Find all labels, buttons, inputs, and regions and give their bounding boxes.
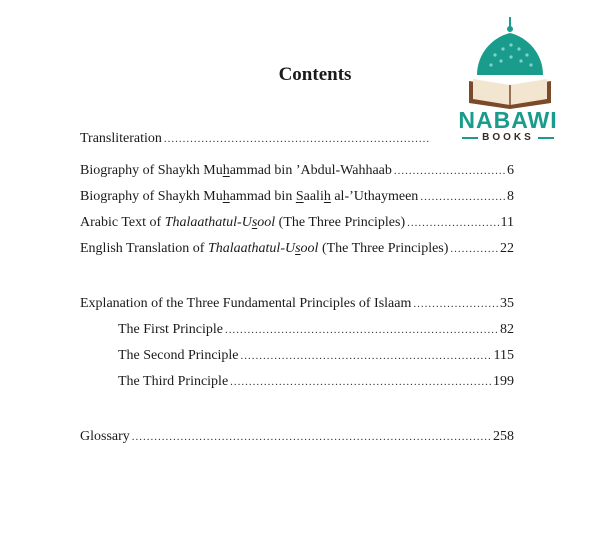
toc-entry <box>80 215 514 231</box>
toc-entry <box>118 348 514 364</box>
dot-leader <box>241 350 492 362</box>
logo-divider-left <box>462 137 478 139</box>
toc-page-number: 35 <box>500 296 514 311</box>
logo-divider-right <box>538 137 554 139</box>
toc-entry-title <box>80 163 392 179</box>
toc-entry-title-part: Arabic Text of <box>80 215 165 230</box>
toc-entry-title <box>80 241 448 257</box>
toc-entry-title-part: Thalaathatul-U <box>207 241 296 256</box>
toc-page-number: 82 <box>500 322 514 337</box>
contents-heading-wrap <box>240 64 390 86</box>
toc-entry-title-part: Explanation of the Three Fundamental Principles of Islaam <box>80 296 412 311</box>
dot-leader <box>225 324 498 336</box>
toc-entry-title-part: ool <box>300 241 319 256</box>
toc-page-number: 22 <box>500 241 514 256</box>
dot-leader <box>164 133 431 145</box>
toc-entry <box>80 241 514 257</box>
toc-page-number: 6 <box>507 163 514 178</box>
toc-entry-title-part: aali <box>303 189 324 204</box>
toc-entry-title <box>118 348 239 364</box>
dot-leader <box>230 376 491 388</box>
toc-entry-title-part: s <box>251 215 258 230</box>
toc-entry <box>80 296 514 312</box>
toc-entry <box>80 429 514 445</box>
dot-leader <box>132 431 491 443</box>
dot-leader <box>394 165 505 177</box>
toc-entry <box>118 322 514 338</box>
toc-entry-title <box>80 429 130 445</box>
toc-entry-title <box>80 131 162 147</box>
dot-leader <box>407 217 498 229</box>
toc-entry-title-part: S <box>295 189 304 204</box>
dot-leader <box>420 191 505 203</box>
logo-wordmark <box>448 108 568 143</box>
toc-entry-title-part: h <box>222 163 230 178</box>
toc-entry-title-part: Glossary <box>80 429 130 444</box>
toc-entry-title <box>80 215 405 231</box>
toc-entry-title-part: English Translation of <box>80 241 208 256</box>
toc-entry-title-part: Biography of Shaykh Mu <box>80 163 223 178</box>
toc-entry-title-part: al-’Uthaymeen <box>330 189 419 204</box>
toc-entry-title-part: Transliteration <box>80 131 162 146</box>
toc-entry-title-part: h <box>222 189 230 204</box>
toc-entry-title <box>80 296 411 312</box>
toc-page-number: 199 <box>493 374 514 389</box>
toc-entry-title-part: Thalaathatul-U <box>164 215 252 230</box>
logo-name: NABAWI <box>458 107 558 133</box>
toc-entry-title <box>80 189 418 205</box>
toc-page-number: 115 <box>493 348 514 363</box>
logo-sub-row <box>448 132 568 143</box>
toc-entry-title-part: The Third Principle <box>118 374 229 389</box>
toc-entry-title-part: h <box>323 189 331 204</box>
toc-entry-title-part: (The Three Principles) <box>275 215 406 230</box>
toc-entry-title-part: The Second Principle <box>118 348 239 363</box>
toc-page-number: 8 <box>507 189 514 204</box>
toc-entry-title <box>118 374 228 390</box>
toc-entry-title-part: s <box>295 241 301 256</box>
toc-page-number: 258 <box>493 429 514 444</box>
toc-entry-title <box>118 322 223 338</box>
logo-subtitle: BOOKS <box>482 132 534 143</box>
toc-entry-title-part: ammad bin <box>229 189 296 204</box>
toc-entry-title-part: The First Principle <box>118 322 223 337</box>
toc-page-number: 11 <box>500 215 514 230</box>
toc-entry-title-part: ool <box>257 215 276 230</box>
toc-entry <box>118 374 514 390</box>
toc-entry <box>80 163 514 179</box>
toc-entry <box>80 131 433 147</box>
toc-entry-title-part: ammad bin ’Abdul-Wahhaab <box>229 163 392 178</box>
dot-leader <box>413 298 498 310</box>
toc-entry-title-part: Biography of Shaykh Mu <box>80 189 223 204</box>
toc-entry-title-part: (The Three Principles) <box>318 241 449 256</box>
contents-heading: Contents <box>278 64 352 85</box>
dot-leader <box>450 243 498 255</box>
toc-entry <box>80 189 514 205</box>
